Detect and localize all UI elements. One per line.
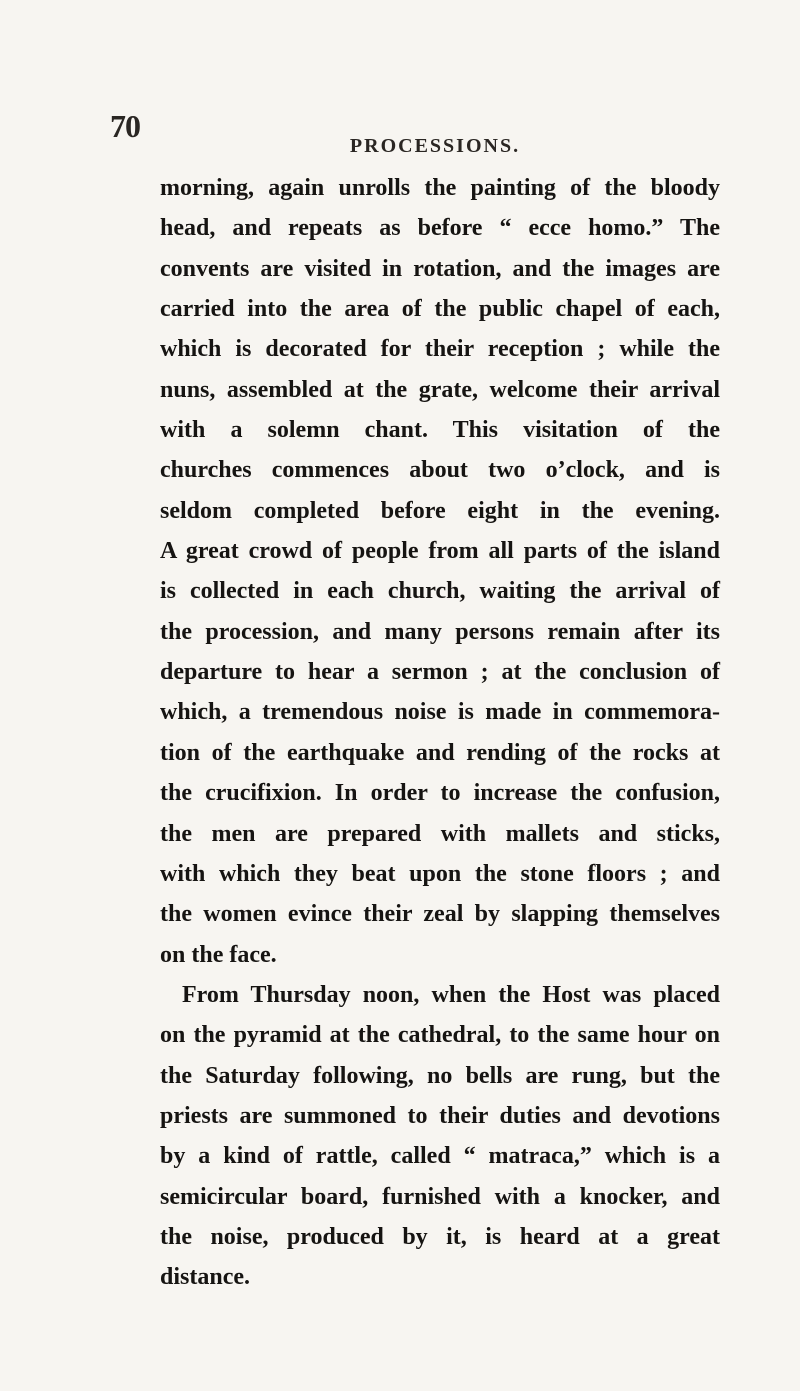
paragraph-end-line: on the face. <box>160 941 277 968</box>
text-line: with a solemn chant. This visitation of the <box>160 417 720 444</box>
text-line: the Saturday following, no bells are rung, but the <box>160 1062 720 1089</box>
text-line: semicircular board, furnished with a knocker, and <box>160 1183 720 1210</box>
text-line: the procession, and many persons remain after its <box>160 618 720 645</box>
text-line: departure to hear a sermon ; at the conclusion of <box>160 659 720 686</box>
text-line: which, a tremendous noise is made in commemora- <box>160 699 720 726</box>
text-line: convents are visited in rotation, and the images are <box>160 255 720 282</box>
text-line: A great crowd of people from all parts of the island <box>160 538 720 565</box>
text-line: the women evince their zeal by slapping themselves <box>160 901 720 928</box>
text-line: on the pyramid at the cathedral, to the same hour on <box>160 1022 720 1049</box>
paragraph-end-line: distance. <box>160 1264 250 1291</box>
text-line: which is decorated for their reception ; while the <box>160 336 720 363</box>
text-line: carried into the area of the public chapel of each, <box>160 296 720 323</box>
text-line: head, and repeats as before “ ecce homo.” The <box>160 215 720 242</box>
text-line: by a kind of rattle, called “ matraca,” which is a <box>160 1143 720 1170</box>
text-line: nuns, assembled at the grate, welcome their arrival <box>160 376 720 403</box>
text-line: the men are prepared with mallets and sticks, <box>160 820 720 847</box>
text-line: the crucifixion. In order to increase the confusion, <box>160 780 720 807</box>
paragraph-start-line: From Thursday noon, when the Host was placed <box>182 981 720 1008</box>
text-line: the noise, produced by it, is heard at a great <box>160 1223 720 1250</box>
text-line: churches commences about two o’clock, and is <box>160 457 720 484</box>
text-line: seldom completed before eight in the evening. <box>160 497 720 524</box>
text-line: priests are summoned to their duties and devotions <box>160 1102 720 1129</box>
running-head: PROCESSIONS. <box>349 135 521 157</box>
text-line: tion of the earthquake and rending of the rocks at <box>160 739 720 766</box>
text-line: morning, again unrolls the painting of the bloody <box>160 175 720 201</box>
text-line: with which they beat upon the stone floors ; and <box>160 860 720 887</box>
text-line: is collected in each church, waiting the arrival of <box>160 578 720 605</box>
body-text <box>160 168 720 1298</box>
page-number: 70 <box>110 108 140 144</box>
